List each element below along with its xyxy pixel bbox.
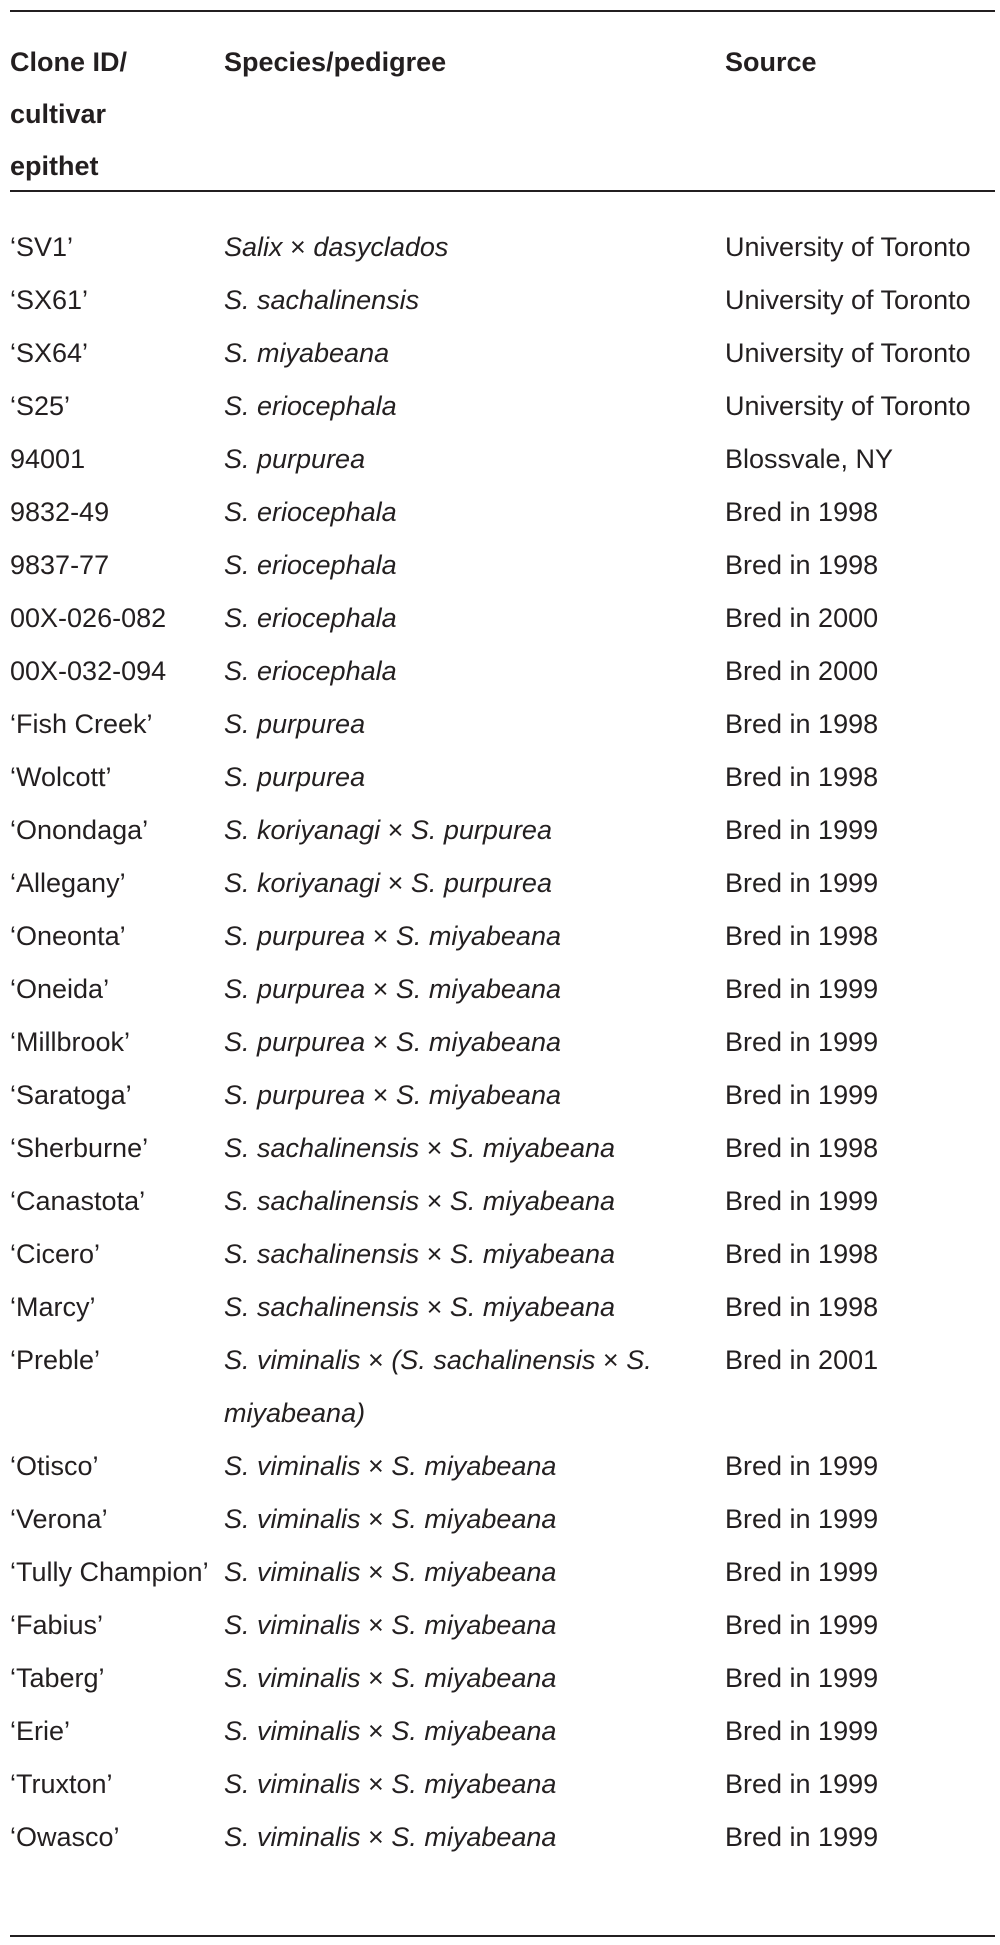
species-cell: S. eriocephala (224, 550, 397, 580)
clone-cell: ‘Wolcott’ (10, 762, 112, 792)
table-row (10, 1122, 995, 1175)
source-cell: Bred in 1998 (725, 497, 879, 527)
clone-cell: ‘Onondaga’ (10, 815, 149, 845)
source-cell: Bred in 1999 (725, 1610, 879, 1640)
source-cell: Bred in 1999 (725, 1080, 879, 1110)
table-row (10, 1758, 995, 1811)
clone-cell: 00X-032-094 (10, 656, 167, 686)
table-row (10, 751, 995, 804)
table-row (10, 592, 995, 645)
table-row (10, 698, 995, 751)
source-cell: Bred in 1998 (725, 1133, 879, 1163)
table-row (10, 221, 995, 274)
clone-cell: ‘SX64’ (10, 338, 89, 368)
source-cell: University of Toronto (725, 285, 971, 315)
table-row (10, 857, 995, 910)
source-cell: Bred in 1999 (725, 1769, 879, 1799)
species-cell: S. sachalinensis × S. miyabeana (224, 1186, 615, 1216)
species-cell: S. eriocephala (224, 603, 397, 633)
source-cell: Bred in 1998 (725, 1292, 879, 1322)
clone-cell: ‘Fabius’ (10, 1610, 104, 1640)
species-cell: S. koriyanagi × S. purpurea (224, 815, 552, 845)
table-row (10, 1493, 995, 1546)
source-cell: Bred in 2000 (725, 656, 879, 686)
clone-cell: ‘Canastota’ (10, 1186, 146, 1216)
clone-cell: ‘Owasco’ (10, 1822, 120, 1852)
species-cell: S. viminalis × (S. sachalinensis × S. miyabeana) (224, 1345, 652, 1428)
table-row (10, 1281, 995, 1334)
clone-cell: ‘Sherburne’ (10, 1133, 149, 1163)
clone-cell: ‘Truxton’ (10, 1769, 113, 1799)
species-cell: S. koriyanagi × S. purpurea (224, 868, 552, 898)
species-cell: S. viminalis × S. miyabeana (224, 1557, 557, 1587)
species-cell: S. purpurea (224, 444, 366, 474)
table-row (10, 1546, 995, 1599)
source-cell: Bred in 1999 (725, 1504, 879, 1534)
species-cell: S. viminalis × S. miyabeana (224, 1822, 557, 1852)
source-cell: Bred in 1999 (725, 1663, 879, 1693)
table-row (10, 274, 995, 327)
species-cell: S. purpurea × S. miyabeana (224, 974, 561, 1004)
species-cell: S. viminalis × S. miyabeana (224, 1451, 557, 1481)
species-cell: S. purpurea × S. miyabeana (224, 921, 561, 951)
table-row (10, 1652, 995, 1705)
species-cell: Salix × dasyclados (224, 232, 449, 262)
table-row (10, 804, 995, 857)
table-row (10, 539, 995, 592)
clone-cell: 9837-77 (10, 550, 110, 580)
species-cell: S. eriocephala (224, 497, 397, 527)
clone-cell: ‘Oneonta’ (10, 921, 126, 951)
source-cell: University of Toronto (725, 338, 971, 368)
source-cell: Bred in 1999 (725, 868, 879, 898)
header-species-pedigree: Species/pedigree (224, 47, 447, 77)
clone-cell: ‘Otisco’ (10, 1451, 99, 1481)
species-cell: S. viminalis × S. miyabeana (224, 1610, 557, 1640)
table-row (10, 433, 995, 486)
header-source: Source (725, 47, 817, 77)
species-cell: S. eriocephala (224, 656, 397, 686)
species-cell: S. viminalis × S. miyabeana (224, 1663, 557, 1693)
table-row (10, 1175, 995, 1228)
table-row (10, 910, 995, 963)
source-cell: Bred in 1999 (725, 1186, 879, 1216)
table-row (10, 486, 995, 539)
clone-cell: ‘Fish Creek’ (10, 709, 153, 739)
species-cell: S. sachalinensis × S. miyabeana (224, 1239, 615, 1269)
clone-cell: ‘SX61’ (10, 285, 89, 315)
clone-cell: ‘Verona’ (10, 1504, 108, 1534)
source-cell: Bred in 1998 (725, 709, 879, 739)
source-cell: Bred in 1999 (725, 815, 879, 845)
table-row (10, 1440, 995, 1493)
clone-cell: ‘Taberg’ (10, 1663, 105, 1693)
clone-cell: ‘Erie’ (10, 1716, 71, 1746)
table-top-rule (10, 10, 995, 12)
table-row (10, 327, 995, 380)
table-body (10, 221, 995, 1864)
table-bottom-rule (10, 1935, 995, 1937)
source-cell: Bred in 1999 (725, 1451, 879, 1481)
species-cell: S. viminalis × S. miyabeana (224, 1504, 557, 1534)
species-cell: S. sachalinensis × S. miyabeana (224, 1133, 615, 1163)
species-cell: S. eriocephala (224, 391, 397, 421)
clone-cell: ‘Millbrook’ (10, 1027, 131, 1057)
table-row (10, 380, 995, 433)
species-cell: S. purpurea (224, 709, 366, 739)
table-row (10, 1334, 995, 1440)
species-cell: S. purpurea × S. miyabeana (224, 1027, 561, 1057)
source-cell: Bred in 1999 (725, 1822, 879, 1852)
clone-cell: ‘Cicero’ (10, 1239, 101, 1269)
source-cell: University of Toronto (725, 391, 971, 421)
table-header-rule (10, 190, 995, 192)
source-cell: Bred in 1999 (725, 1557, 879, 1587)
species-cell: S. miyabeana (224, 338, 390, 368)
species-cell: S. viminalis × S. miyabeana (224, 1716, 557, 1746)
species-cell: S. viminalis × S. miyabeana (224, 1769, 557, 1799)
source-cell: Blossvale, NY (725, 444, 894, 474)
source-cell: Bred in 1998 (725, 550, 879, 580)
clone-cell: ‘Saratoga’ (10, 1080, 132, 1110)
clone-cell: ‘Oneida’ (10, 974, 110, 1004)
source-cell: Bred in 1999 (725, 1027, 879, 1057)
species-cell: S. sachalinensis (224, 285, 420, 315)
species-cell: S. purpurea (224, 762, 366, 792)
table-row (10, 1016, 995, 1069)
clone-cell: ‘Preble’ (10, 1345, 101, 1375)
source-cell: Bred in 1998 (725, 1239, 879, 1269)
header-clone-id: Clone ID/ cultivar epithet (10, 47, 128, 181)
species-cell: S. sachalinensis × S. miyabeana (224, 1292, 615, 1322)
source-cell: University of Toronto (725, 232, 971, 262)
table-row (10, 1705, 995, 1758)
table-row (10, 963, 995, 1016)
clone-cell: 94001 (10, 444, 86, 474)
table-row (10, 1599, 995, 1652)
source-cell: Bred in 2001 (725, 1345, 879, 1375)
species-cell: S. purpurea × S. miyabeana (224, 1080, 561, 1110)
table-row (10, 1069, 995, 1122)
clone-cell: ‘S25’ (10, 391, 71, 421)
clone-cell: ‘Allegany’ (10, 868, 126, 898)
table-row (10, 645, 995, 698)
clone-cell: ‘SV1’ (10, 232, 74, 262)
source-cell: Bred in 1999 (725, 974, 879, 1004)
clone-cell: 9832-49 (10, 497, 110, 527)
table-row (10, 1228, 995, 1281)
clone-cell: 00X-026-082 (10, 603, 167, 633)
source-cell: Bred in 1998 (725, 921, 879, 951)
source-cell: Bred in 2000 (725, 603, 879, 633)
clone-cell: ‘Marcy’ (10, 1292, 96, 1322)
table-row (10, 1811, 995, 1864)
source-cell: Bred in 1998 (725, 762, 879, 792)
clone-cell: ‘Tully Champion’ (10, 1557, 209, 1587)
source-cell: Bred in 1999 (725, 1716, 879, 1746)
